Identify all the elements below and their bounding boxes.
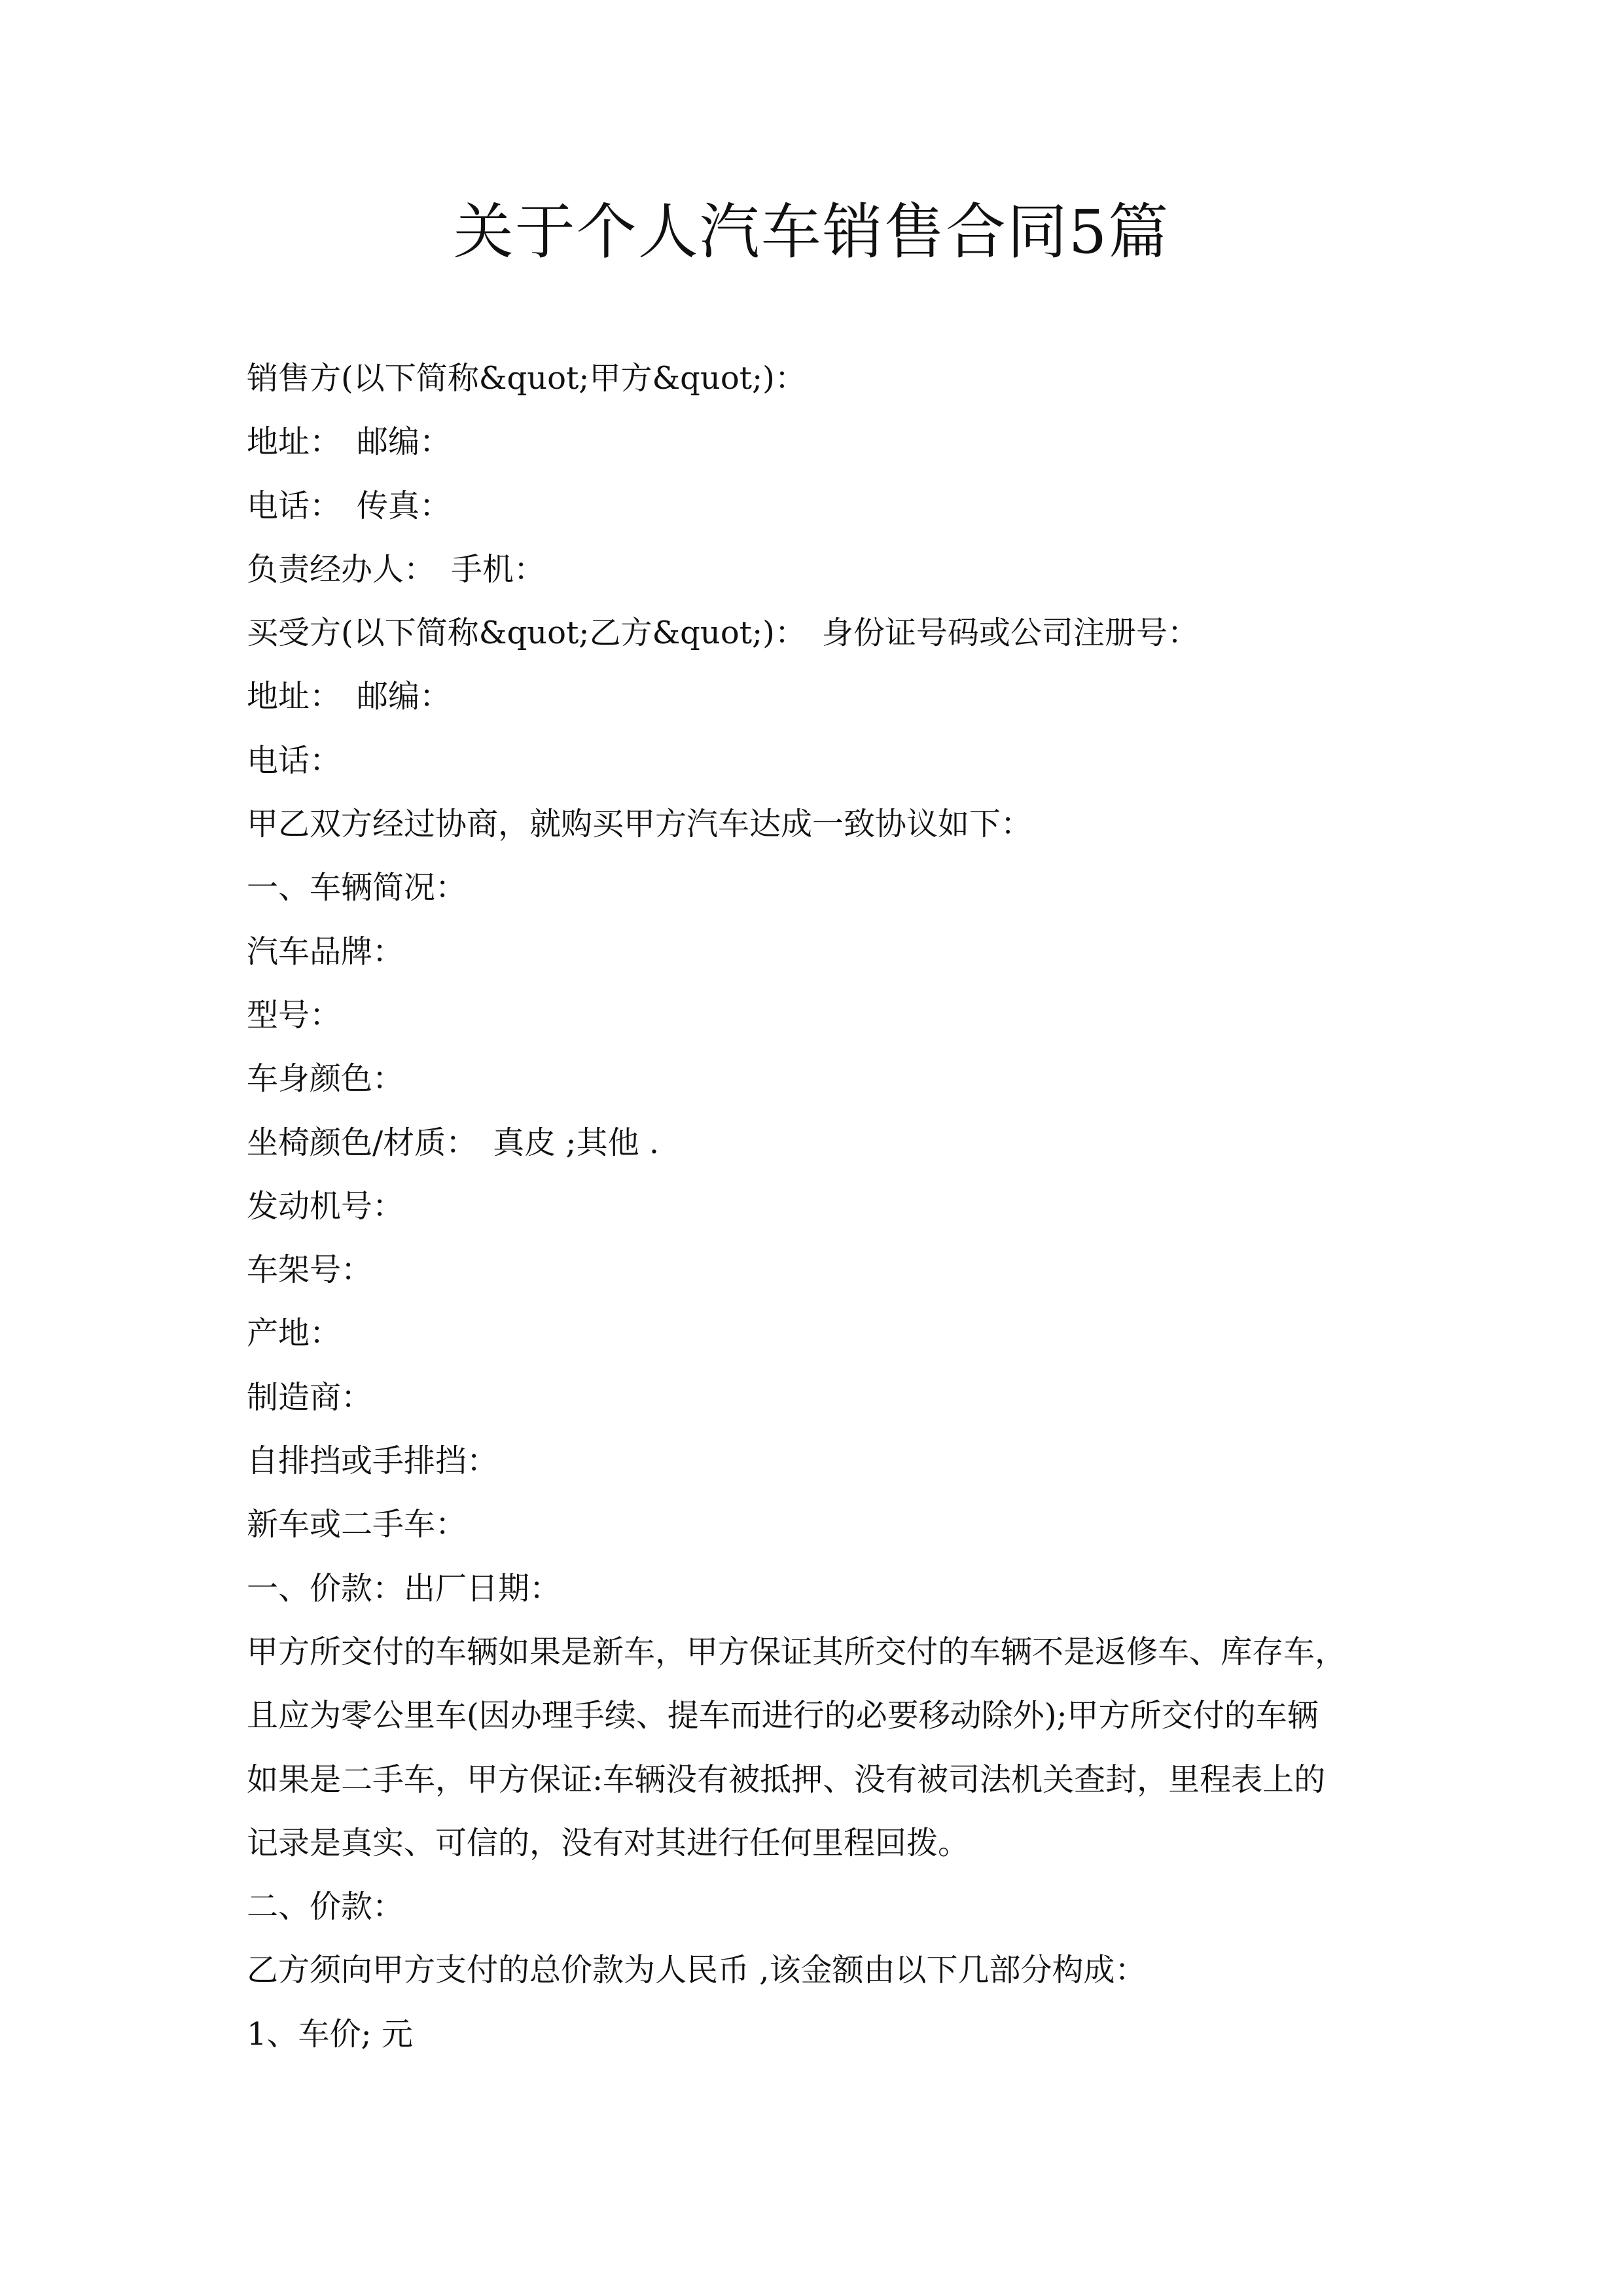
seller-manager-line: 负责经办人： 手机： (247, 550, 546, 588)
guarantee-paragraph-line-2: 且应为零公里车(因办理手续、提车而进行的必要移动除外);甲方所交付的车辆 (247, 1697, 1319, 1734)
seller-line: 销售方(以下简称&quot;甲方&quot;)： (247, 360, 806, 397)
transmission-line: 自排挡或手排挡： (247, 1443, 499, 1480)
seat-color-line: 坐椅颜色/材质： 真皮 ;其他 . (247, 1124, 660, 1161)
price-production-date-line: 一、价款：出厂日期： (247, 1570, 562, 1607)
price-section-heading: 二、价款： (247, 1888, 404, 1926)
guarantee-paragraph-line-4: 记录是真实、可信的，没有对其进行任何里程回拨。 (247, 1824, 970, 1861)
vehicle-section-heading: 一、车辆简况： (247, 869, 467, 906)
car-price-line: 1、车价; 元 (247, 2015, 413, 2053)
manufacturer-line: 制造商： (247, 1378, 373, 1416)
origin-line: 产地： (247, 1315, 342, 1352)
new-or-used-line: 新车或二手车： (247, 1506, 467, 1543)
document-title: 关于个人汽车销售合同5篇 (453, 197, 1170, 267)
body-color-line: 车身颜色： (247, 1060, 404, 1098)
buyer-line: 买受方(以下简称&quot;乙方&quot;)： 身份证号码或公司注册号： (247, 615, 1199, 652)
buyer-phone-line: 电话： (247, 742, 342, 779)
total-price-line: 乙方须向甲方支付的总价款为人民币 ,该金额由以下几部分构成： (247, 1952, 1147, 1989)
seller-phone-line: 电话： 传真： (247, 487, 452, 524)
car-brand-line: 汽车品牌： (247, 933, 404, 970)
document-body (247, 347, 1412, 2066)
guarantee-paragraph-line-3: 如果是二手车，甲方保证:车辆没有被抵押、没有被司法机关查封，里程表上的 (247, 1761, 1326, 1798)
buyer-address-line: 地址： 邮编： (247, 678, 452, 715)
guarantee-paragraph-line-1: 甲方所交付的车辆如果是新车，甲方保证其所交付的车辆不是返修车、库存车， (247, 1633, 1347, 1670)
frame-number-line: 车架号： (247, 1251, 373, 1289)
agreement-intro-line: 甲乙双方经过协商，就购买甲方汽车达成一致协议如下： (247, 806, 1033, 843)
engine-number-line: 发动机号： (247, 1187, 404, 1225)
seller-address-line: 地址： 邮编： (247, 423, 452, 461)
model-line: 型号： (247, 996, 342, 1033)
